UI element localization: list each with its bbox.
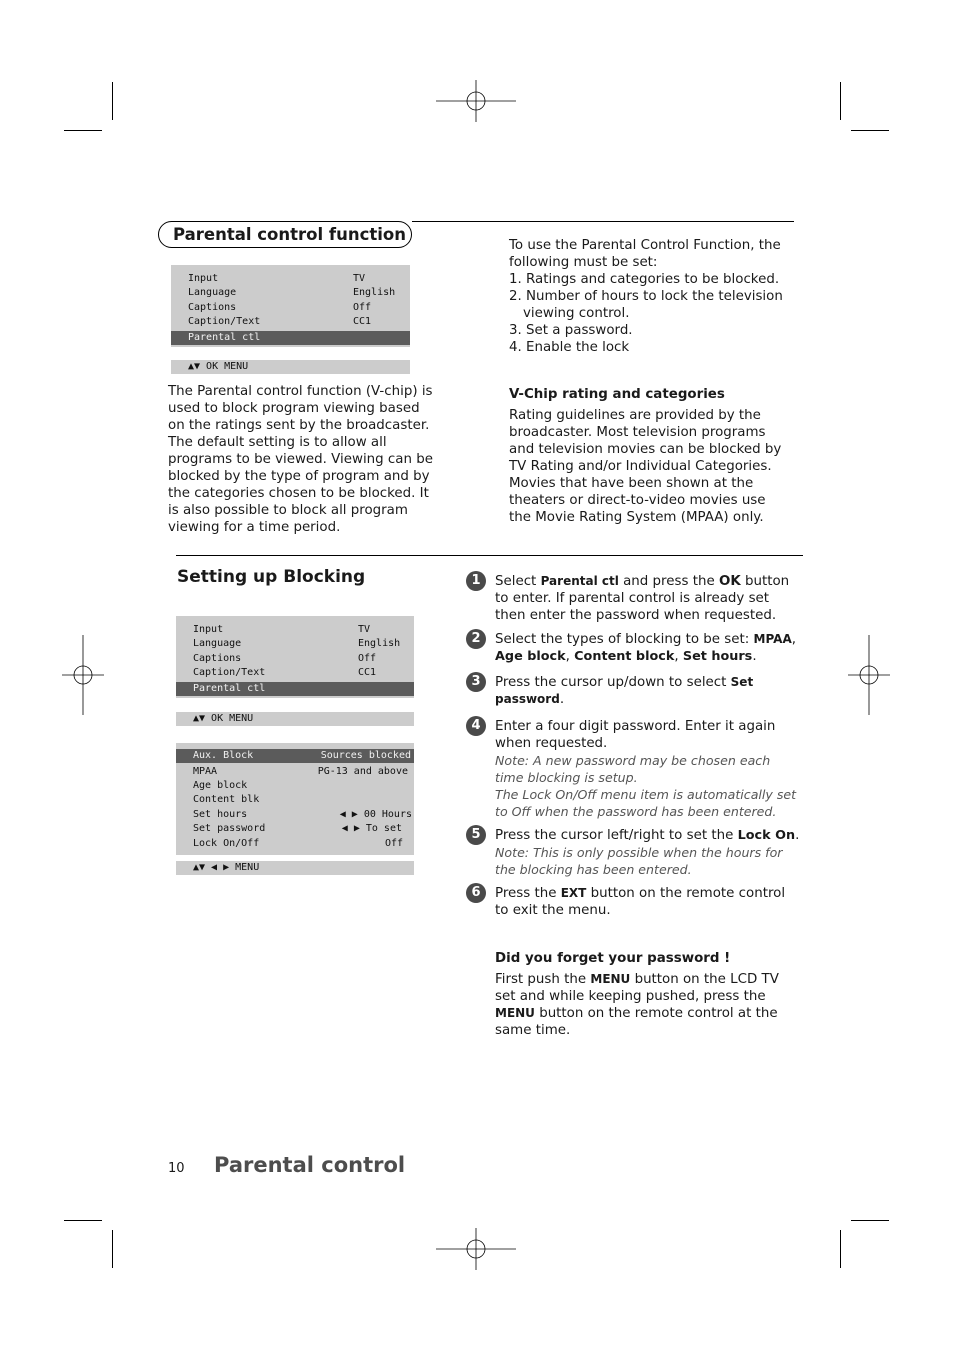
menu-value: Sources blocked xyxy=(320,750,411,761)
nav-hint: ▲▼ OK MENU xyxy=(193,713,254,724)
osd-menu-main xyxy=(171,265,410,347)
osd-nav-bar-2 xyxy=(176,712,414,726)
step-note: Note: A new password may be chosen each time blocking is setup. xyxy=(495,753,771,785)
section2-rule xyxy=(176,555,803,556)
menu-key: Captions xyxy=(193,653,242,664)
menu-value: CC1 xyxy=(358,667,377,678)
menu-key: Content blk xyxy=(193,794,260,805)
menu-key: Lock On/Off xyxy=(193,838,260,849)
menu-row xyxy=(171,272,410,286)
menu-key: Parental ctl xyxy=(193,683,266,694)
registration-mark-top xyxy=(436,80,516,122)
page-number: 10 xyxy=(168,1161,185,1176)
step-text: Press the cursor up/down to select Set password. xyxy=(495,675,754,707)
step-text: Enter a four digit password. Enter it again when requested. Note: A new password may be chosen each time blocking is setup. The Lock On/Off menu item is automatically set to Off when the password has been entered. xyxy=(495,718,800,820)
menu-key: Input xyxy=(188,273,219,284)
menu-key: Aux. Block xyxy=(193,750,254,761)
menu-key: Age block xyxy=(193,780,248,791)
menu-key: MPAA xyxy=(193,766,218,777)
step-number: 4 xyxy=(466,716,486,736)
requirement-item: 2. Number of hours to lock the television viewing control. xyxy=(509,289,783,321)
vchip-text: Rating guidelines are provided by the broadcaster. Most television programs and television movies can be blocked by TV Rating and/or Individual Categories. Movies that have been shown at the theaters or direct-to-video movies use the Movie Rating System (MPAA) only. xyxy=(509,408,782,525)
menu-row xyxy=(176,808,414,822)
menu-row xyxy=(176,793,414,807)
nav-hint: ▲▼ ◀ ▶ MENU xyxy=(193,862,260,873)
osd-menu-main-2 xyxy=(176,616,414,698)
osd-nav-bar xyxy=(171,360,410,374)
menu-row xyxy=(176,652,414,666)
menu-value: Off xyxy=(384,838,403,849)
nav-hint: ▲▼ OK MENU xyxy=(188,361,249,372)
requirement-item: 4. Enable the lock xyxy=(509,340,630,355)
forgot-password xyxy=(495,950,802,1039)
menu-key: Set password xyxy=(193,823,266,834)
vchip-title: V-Chip rating and categories xyxy=(509,387,725,402)
menu-row xyxy=(176,837,414,851)
menu-value: English xyxy=(358,638,401,649)
step-number: 6 xyxy=(466,883,486,903)
step-text: Press the EXT button on the remote control to exit the menu. xyxy=(495,886,786,918)
menu-key: Caption/Text xyxy=(188,316,261,327)
menu-value: PG-13 and above xyxy=(317,766,408,777)
step-note: Note: This is only possible when the hours for the blocking has been entered. xyxy=(495,845,783,877)
step-text: Select the types of blocking to be set: MPAA, Age block, Content block, Set hours. xyxy=(495,632,797,664)
section2-title: Setting up Blocking xyxy=(177,567,366,587)
chapter-title: Parental control xyxy=(214,1153,406,1177)
osd-menu-parental xyxy=(176,743,414,855)
step-text: Press the cursor left/right to set the Lock On. Note: This is only possible when the hours for the blocking has been entered. xyxy=(495,828,800,877)
registration-mark-left xyxy=(62,635,104,715)
forgot-text: First push the MENU button on the LCD TV set and while keeping pushed, press the MENU button on the remote control at the same time. xyxy=(495,972,779,1038)
menu-row xyxy=(176,666,414,680)
intro-text: The Parental control function (V-chip) is used to block program viewing based on the ratings sent by the broadcaster. The default setting is to allow all programs to be viewed. Viewing can be blocked by the type of program and by the categories chosen to be blocked. It is also possible to block all program viewing for a time period. xyxy=(168,384,433,535)
step-number: 1 xyxy=(466,571,486,591)
menu-value: ◀ ▶ To set xyxy=(341,823,402,834)
menu-value: TV xyxy=(353,273,366,284)
menu-row xyxy=(171,286,410,300)
menu-key: Set hours xyxy=(193,809,248,820)
step-text: Select Parental ctl and press the OK button to enter. If parental control is already set then enter the password when requested. xyxy=(495,574,790,623)
menu-row xyxy=(176,779,414,793)
menu-key: Language xyxy=(188,287,237,298)
menu-row-selected xyxy=(171,331,410,345)
menu-key: Captions xyxy=(188,302,237,313)
step-note: The Lock On/Off menu item is automatically set to Off when the password has been entered. xyxy=(495,787,797,819)
osd-nav-bar-3 xyxy=(176,861,414,875)
menu-value: ◀ ▶ 00 Hours xyxy=(339,809,412,820)
forgot-title: Did you forget your password ! xyxy=(495,951,731,966)
requirement-item: 3. Set a password. xyxy=(509,323,633,338)
menu-row-selected xyxy=(176,749,414,763)
step-number: 2 xyxy=(466,629,486,649)
step-number: 5 xyxy=(466,825,486,845)
menu-row xyxy=(176,637,414,651)
section1-title: Parental control function xyxy=(158,221,412,248)
registration-mark-right xyxy=(848,635,890,715)
menu-key: Caption/Text xyxy=(193,667,266,678)
requirements-lead: To use the Parental Control Function, the following must be set: xyxy=(509,238,781,270)
menu-row xyxy=(171,301,410,315)
registration-mark-bottom xyxy=(436,1228,516,1270)
menu-value: CC1 xyxy=(353,316,372,327)
requirement-item: 1. Ratings and categories to be blocked. xyxy=(509,272,780,287)
menu-row-selected xyxy=(176,682,414,696)
menu-key: Parental ctl xyxy=(188,332,261,343)
step-number: 3 xyxy=(466,672,486,692)
menu-row xyxy=(176,623,414,637)
menu-row xyxy=(176,765,414,779)
menu-value: English xyxy=(353,287,396,298)
vchip-section xyxy=(509,386,791,526)
section1-intro xyxy=(168,383,440,536)
menu-row xyxy=(171,315,410,329)
menu-value: Off xyxy=(353,302,372,313)
menu-key: Input xyxy=(193,624,224,635)
menu-value: Off xyxy=(358,653,377,664)
requirements xyxy=(509,237,794,356)
menu-key: Language xyxy=(193,638,242,649)
section1-rule xyxy=(412,221,794,222)
menu-row xyxy=(176,822,414,836)
menu-value: TV xyxy=(358,624,371,635)
